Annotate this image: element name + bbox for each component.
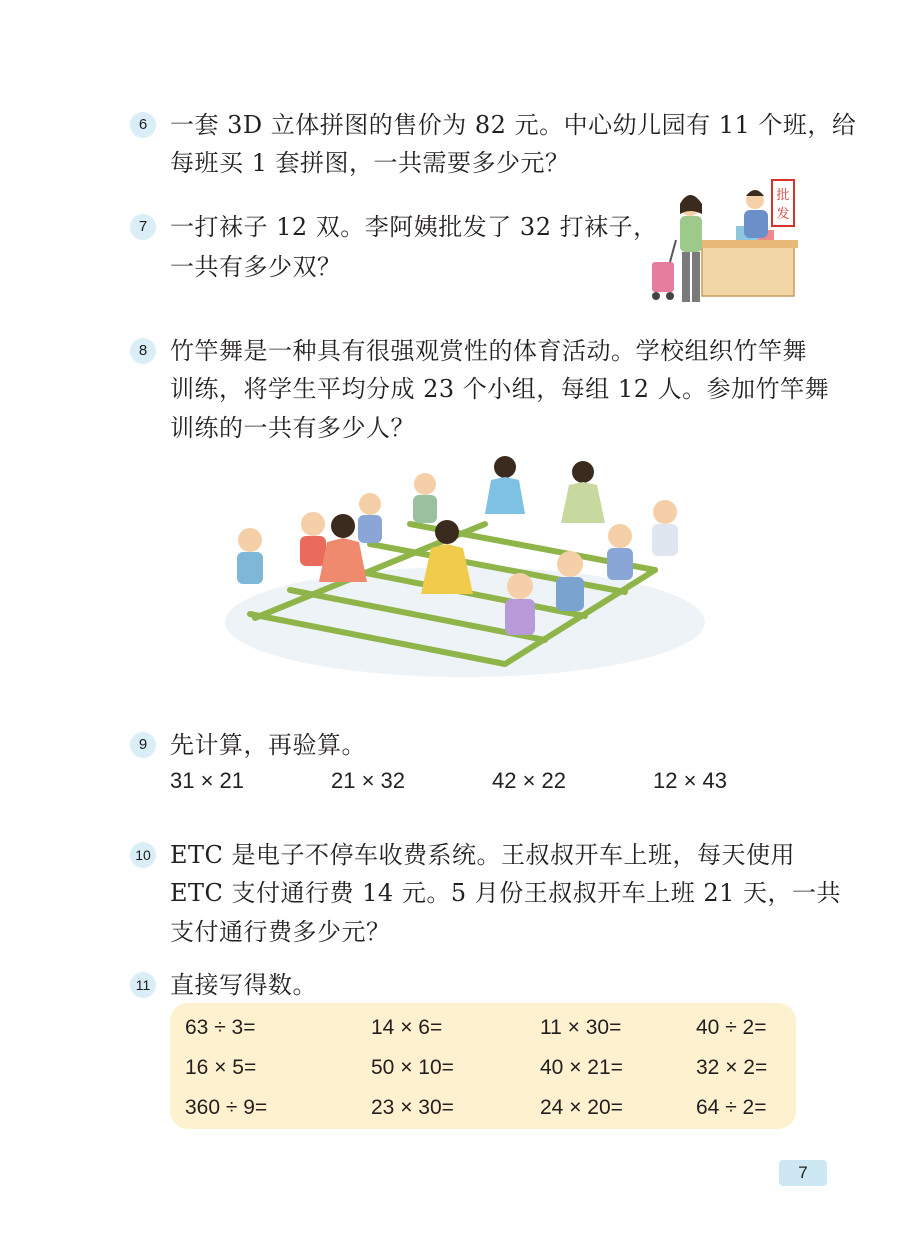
mental-math-item: 360 ÷ 9=	[185, 1096, 268, 1119]
mental-math-item: 63 ÷ 3=	[185, 1016, 256, 1039]
mental-math-item: 64 ÷ 2=	[696, 1096, 767, 1119]
problem-number-badge: 9	[130, 732, 156, 758]
mental-math-box	[170, 1003, 796, 1129]
mental-math-item: 14 × 6=	[371, 1016, 443, 1039]
problem-text-line: 一共有多少双？	[170, 253, 342, 281]
calc-item: 12 × 43	[653, 768, 728, 793]
problem-text-line: 支付通行费多少元？	[170, 918, 391, 946]
problem-text-line: 训练，将学生平均分成 23 个小组，每组 12 人。参加竹竿舞	[170, 375, 830, 403]
mental-math-item: 50 × 10=	[371, 1056, 454, 1079]
calc-item: 42 × 22	[492, 768, 567, 793]
bamboo-dance-scene-icon	[215, 452, 715, 682]
problem-number-badge: 6	[130, 112, 156, 138]
problem-text-line: 一打袜子 12 双。李阿姨批发了 32 打袜子，	[170, 213, 658, 241]
calc-item: 31 × 21	[170, 768, 245, 793]
mental-math-item: 11 × 30=	[540, 1016, 622, 1039]
sign-text: 发	[776, 207, 790, 222]
problem-text-line: 训练的一共有多少人？	[170, 414, 415, 442]
mental-math-item: 24 × 20=	[540, 1096, 623, 1119]
page-number: 7	[779, 1160, 827, 1186]
problem-text-line: 一套 3D 立体拼图的售价为 82 元。中心幼儿园有 11 个班，给	[170, 111, 857, 139]
problem-text-line: ETC 是电子不停车收费系统。王叔叔开车上班，每天使用	[170, 841, 796, 869]
mental-math-item: 40 ÷ 2=	[696, 1016, 767, 1039]
wholesale-scene-icon	[640, 178, 800, 313]
problem-text-line: 直接写得数。	[170, 971, 317, 999]
calc-item: 21 × 32	[331, 768, 406, 793]
problem-text-line: 先计算，再验算。	[170, 731, 366, 759]
problem-number-badge: 7	[130, 214, 156, 240]
problem-text-line: 竹竿舞是一种具有很强观赏性的体育活动。学校组织竹竿舞	[170, 337, 807, 365]
sign-text: 批	[776, 188, 790, 203]
problem-number-badge: 11	[130, 972, 156, 998]
mental-math-item: 40 × 21=	[540, 1056, 623, 1079]
problem-number-badge: 10	[130, 842, 156, 868]
mental-math-item: 23 × 30=	[371, 1096, 454, 1119]
wholesale-illustration	[640, 178, 800, 313]
mental-math-item: 32 × 2=	[696, 1056, 768, 1079]
problem-text-line: 每班买 1 套拼图，一共需要多少元？	[170, 149, 570, 177]
problem-number-badge: 8	[130, 338, 156, 364]
bamboo-dance-illustration	[215, 452, 715, 682]
problem-text-line: ETC 支付通行费 14 元。5 月份王叔叔开车上班 21 天，一共	[170, 879, 842, 907]
mental-math-item: 16 × 5=	[185, 1056, 257, 1079]
